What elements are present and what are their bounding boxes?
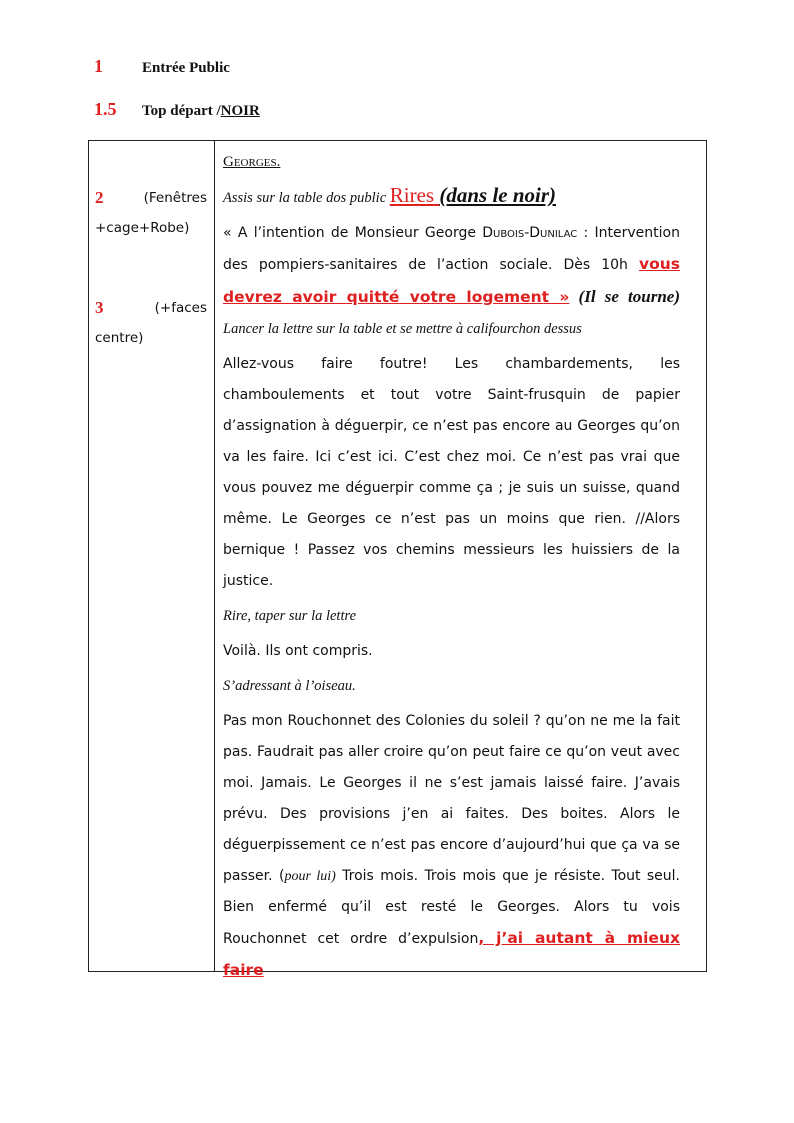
- dialogue-red-text: , j’ai autant à mieux faire: [223, 929, 680, 979]
- cue-number: 2: [95, 188, 104, 207]
- stage-inline: pour lui): [284, 869, 336, 884]
- speaker-name: Georges.: [223, 154, 281, 170]
- letter-name: Dubois-Dunilac: [482, 225, 578, 241]
- lighting-cue-2: [95, 183, 207, 243]
- letter-red-text: vous devrez avoir quitté votre logement »: [223, 255, 680, 306]
- cue-rires: Rires: [389, 183, 440, 207]
- stage-direction-inline: Lancer la lettre sur la table et se mettre à califourchon dessus: [223, 321, 582, 337]
- script-table: [88, 140, 707, 979]
- letter-text: « A l’intention de Monsieur George: [223, 225, 483, 241]
- section-title-noir: NOIR: [220, 103, 260, 119]
- letter-text: : Intervention des pompiers-sanitaires de l’action sociale. Dès 10h: [223, 225, 680, 273]
- cue-text-cont: +cage+Robe): [95, 220, 190, 236]
- dialogue-column: [223, 147, 680, 991]
- stage-turn: (Il se tourne): [569, 287, 680, 306]
- section-title: Entrée Public: [142, 60, 230, 76]
- lighting-cue-3: [95, 293, 207, 353]
- letter-paragraph: [223, 218, 680, 345]
- cue-number: 3: [95, 298, 104, 317]
- dialogue-paragraph: Voilà. Ils ont compris.: [223, 643, 373, 659]
- section-number: 1: [94, 56, 103, 76]
- section-number: 1.5: [94, 99, 117, 119]
- stage-text: Assis sur la table dos public: [223, 190, 390, 206]
- stage-direction: [223, 180, 680, 214]
- stage-direction: S’adressant à l’oiseau.: [223, 678, 356, 694]
- section-title-prefix: Top départ /: [142, 103, 221, 119]
- cue-column: [89, 141, 215, 971]
- cue-text: (+faces: [154, 300, 207, 316]
- dialogue-text: Trois mois. Trois mois que je résiste. Tout seul. Bien enfermé qu’il est resté le Georges. Alors tu vois Rouchonnet cet ordre d’expulsion: [223, 868, 680, 947]
- stage-direction: Rire, taper sur la lettre: [223, 608, 357, 624]
- dialogue-text: Pas mon Rouchonnet des Colonies du soleil ? qu’on ne me la fait pas. Faudrait pas aller croire qu’on peut faire ce qu’on veut avec moi. Jamais. Le Georges il ne s’est jamais laissé faire. J’avais prévu. Des provisions j’en ai faites. Des boites. Alors le déguerpissement ce n’est pas encore d’aujourd’hui que ça va se passer. (: [223, 713, 680, 884]
- dialogue-paragraph: Allez-vous faire foutre! Les chambardements, les chamboulements et tout votre Saint-frusquin de papier d’assignation à déguerpir, ce n’est pas encore au Georges qu’on va les faire. Ici c’est ici. C’est chez moi. Ce n’est pas vrai que vous pouvez me déguerpir comme ça ; je suis un suisse, quand même. Le Georges ce n’est pas un moins que rien. //Alors bernique ! Passez vos chemins messieurs les huissiers de la justice.: [223, 356, 680, 589]
- section-heading-1-5: [94, 99, 260, 120]
- cue-text: (Fenêtres: [143, 190, 207, 206]
- dialogue-paragraph: [223, 706, 680, 987]
- cue-dans-le-noir: (dans le noir): [439, 183, 557, 207]
- section-heading-1: [94, 56, 230, 77]
- cue-text-cont: centre): [95, 330, 144, 346]
